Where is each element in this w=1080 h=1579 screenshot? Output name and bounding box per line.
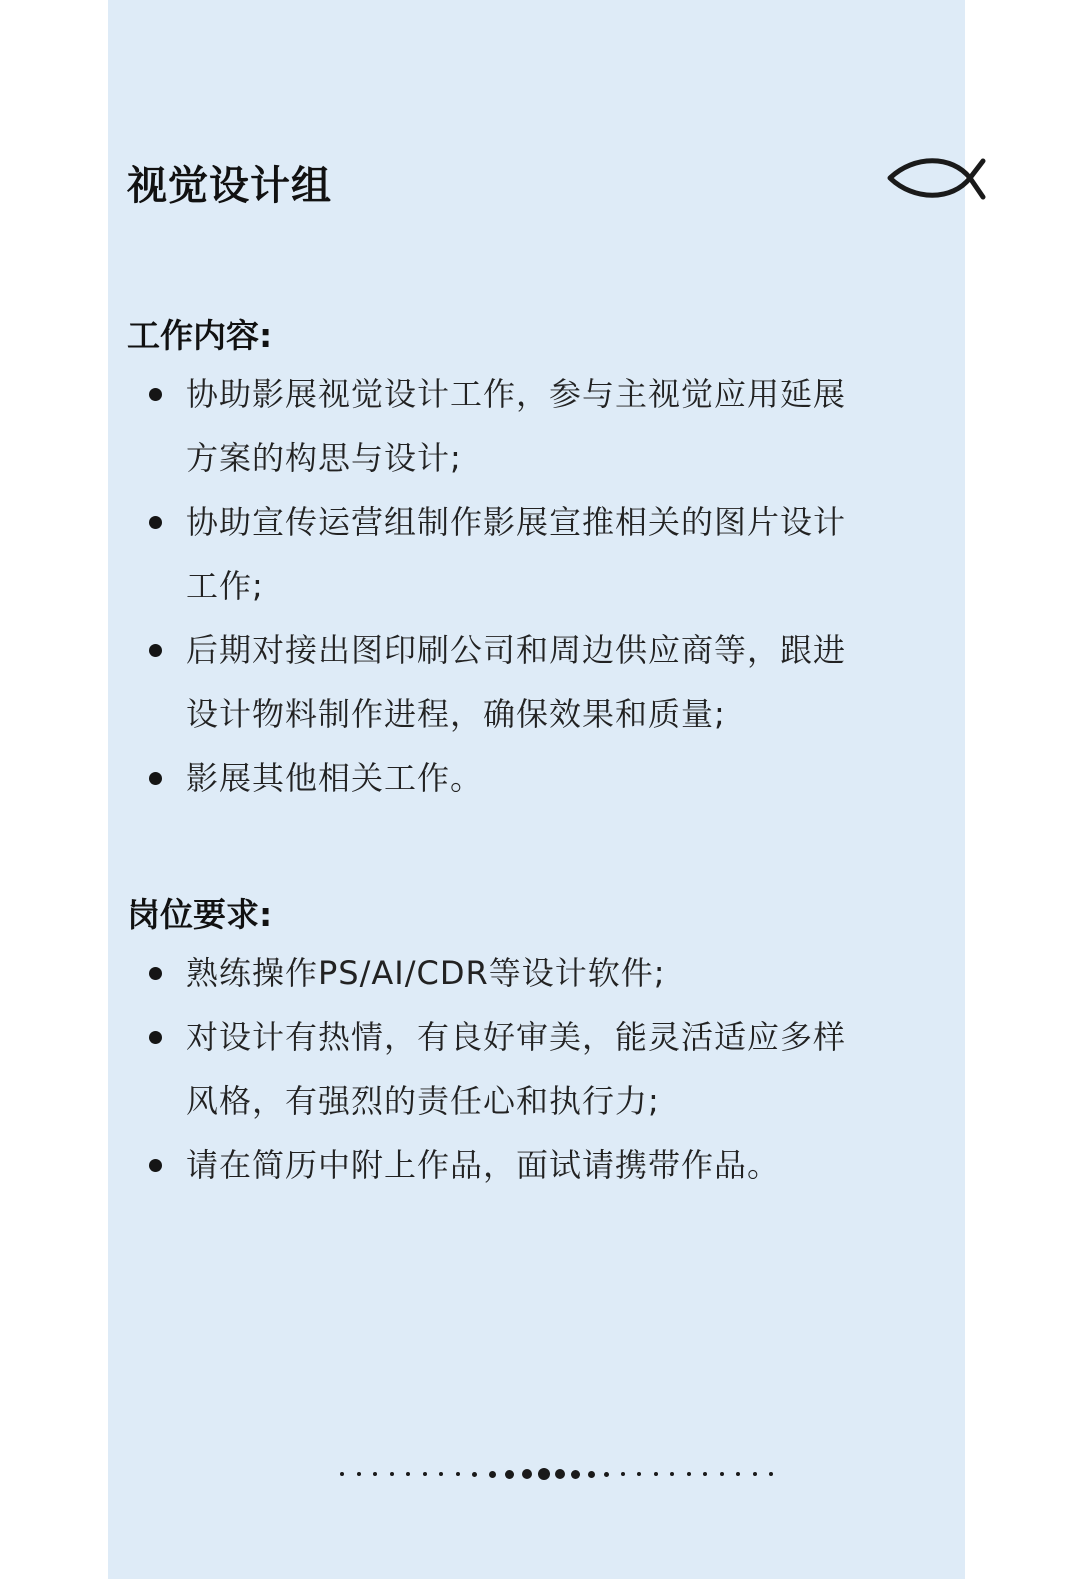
list-item-line: 设计物料制作进程，确保效果和质量; <box>186 695 726 733</box>
page-dot[interactable] <box>406 1472 410 1476</box>
list-item-line: 后期对接出图印刷公司和周边供应商等，跟进 <box>186 631 847 669</box>
list-item-line: 协助宣传运营组制作影展宣推相关的图片设计 <box>186 503 847 541</box>
page-dot[interactable] <box>703 1472 707 1476</box>
list-item <box>127 1005 927 1133</box>
page-dot[interactable] <box>687 1472 691 1476</box>
page-dot[interactable] <box>373 1472 377 1476</box>
job-requirements-list <box>127 941 927 1197</box>
page-indicator[interactable] <box>340 1466 786 1482</box>
list-item-line: 对设计有热情，有良好审美，能灵活适应多样 <box>186 1018 847 1056</box>
list-item-line: 风格，有强烈的责任心和执行力; <box>186 1082 660 1120</box>
page-dot[interactable] <box>736 1472 740 1476</box>
page-dot[interactable] <box>670 1472 674 1476</box>
page-dot[interactable] <box>522 1469 532 1479</box>
page-dot[interactable] <box>489 1471 496 1478</box>
page-dot[interactable] <box>720 1472 724 1476</box>
page-dot[interactable] <box>423 1472 427 1476</box>
list-item-line: 熟练操作PS/AI/CDR等设计软件; <box>186 954 666 992</box>
page-dot[interactable] <box>439 1472 443 1476</box>
bullet-icon <box>149 1031 162 1044</box>
page-dot[interactable] <box>357 1472 361 1476</box>
page-title: 视觉设计组 <box>127 163 332 209</box>
page-dot[interactable] <box>604 1472 609 1477</box>
page-dot[interactable] <box>571 1470 580 1479</box>
bullet-icon <box>149 772 162 785</box>
page-dot[interactable] <box>637 1472 641 1476</box>
page-dot[interactable] <box>472 1472 477 1477</box>
page-dot[interactable] <box>588 1471 595 1478</box>
page-dot[interactable] <box>621 1472 625 1476</box>
bullet-icon <box>149 388 162 401</box>
page-dot[interactable] <box>753 1472 757 1476</box>
page-dot[interactable] <box>505 1470 514 1479</box>
list-item-line: 方案的构思与设计; <box>186 439 462 477</box>
bullet-icon <box>149 967 162 980</box>
list-item <box>127 490 927 618</box>
section-heading-job-requirements: 岗位要求: <box>127 895 273 934</box>
fish-icon <box>886 153 986 203</box>
bullet-icon <box>149 644 162 657</box>
list-item <box>127 618 927 746</box>
page-dot-active[interactable] <box>538 1468 550 1480</box>
bullet-icon <box>149 1159 162 1172</box>
section-heading-work-content: 工作内容: <box>127 316 273 355</box>
list-item-line: 协助影展视觉设计工作，参与主视觉应用延展 <box>186 375 847 413</box>
page-dot[interactable] <box>654 1472 658 1476</box>
list-item <box>127 1133 927 1197</box>
page-dot[interactable] <box>390 1472 394 1476</box>
list-item <box>127 941 927 1005</box>
list-item-line: 工作; <box>186 567 264 605</box>
list-item-line: 请在简历中附上作品，面试请携带作品。 <box>186 1146 781 1184</box>
list-item <box>127 362 927 490</box>
page-dot[interactable] <box>456 1472 460 1476</box>
list-item-line: 影展其他相关工作。 <box>186 759 484 797</box>
page-dot[interactable] <box>340 1472 344 1476</box>
page-dot[interactable] <box>769 1472 773 1476</box>
bullet-icon <box>149 516 162 529</box>
list-item <box>127 746 927 810</box>
work-content-list <box>127 362 927 810</box>
page-dot[interactable] <box>555 1469 565 1479</box>
